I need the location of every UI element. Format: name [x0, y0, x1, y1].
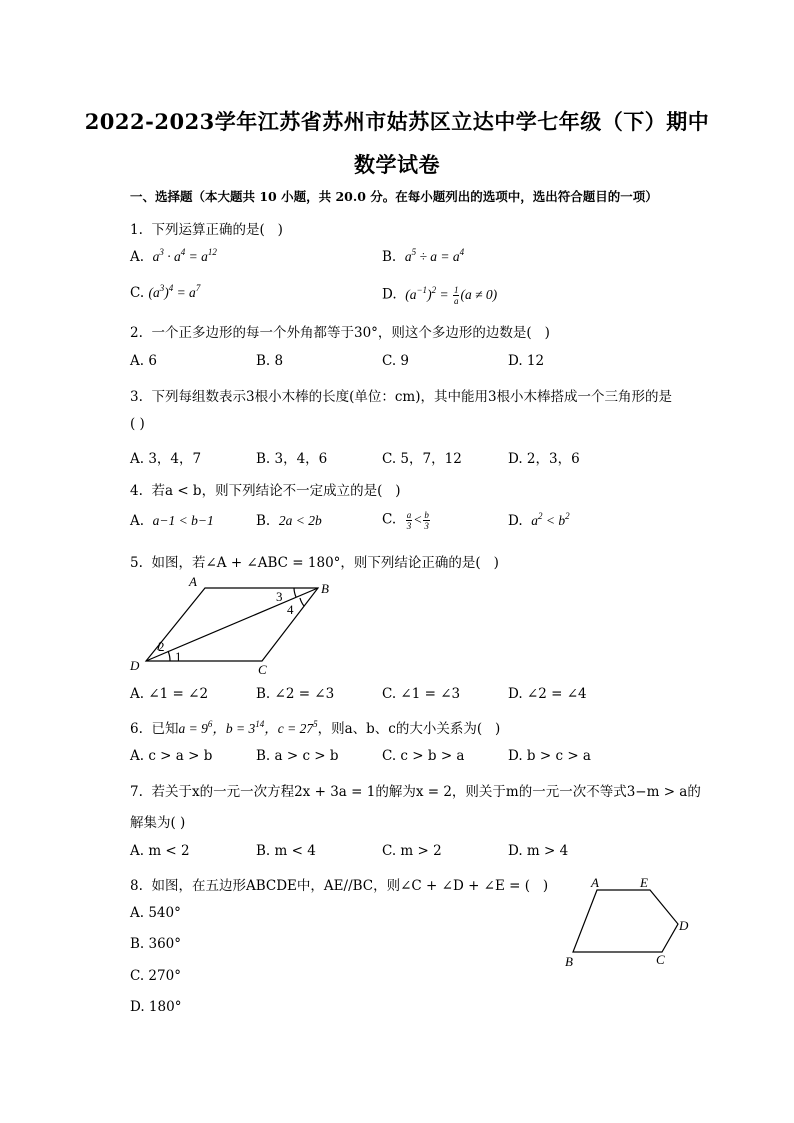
exam-title-line-1: 2022-2023学年江苏省苏州市姑苏区立达中学七年级（下）期中 — [84, 109, 710, 134]
option-a[interactable]: A. c > a > b — [130, 748, 213, 764]
option-b[interactable]: B. 3，4，6 — [256, 451, 328, 467]
option-label: D. — [382, 286, 397, 303]
vertex-label-d: D — [679, 918, 689, 933]
option-b[interactable]: B. a > c > b — [256, 748, 339, 764]
question-5 — [130, 551, 499, 571]
question-text: 若关于x的一元一次方程2x + 3a = 1的解为x = 2，则关于m的一元一次不等式3−m > a的 — [151, 784, 701, 800]
question-number: 3. — [130, 389, 143, 405]
question-number: 7. — [130, 784, 143, 800]
option-c[interactable]: C. m > 2 — [382, 843, 442, 859]
option-c[interactable]: C. c > b > a — [382, 748, 465, 764]
option-a[interactable]: A. 3，4，7 — [130, 451, 202, 467]
question-bracket-close: ) — [495, 721, 501, 737]
question-7-line-2: 解集为( ) — [130, 815, 186, 831]
question-2 — [130, 321, 550, 341]
option-d[interactable]: D. m > 4 — [508, 843, 569, 859]
option-c[interactable]: C. 9 — [382, 353, 410, 369]
vertex-label-e: E — [640, 875, 648, 890]
option-label: C. — [130, 285, 145, 301]
question-text: 如图，在五边形ABCDE中，AE//BC，则∠C + ∠D + ∠E = ( — [151, 878, 531, 894]
vertex-label-a: A — [189, 574, 197, 589]
question-bracket-close: ) — [395, 483, 401, 499]
option-d[interactable]: D. 180° — [130, 999, 182, 1015]
vertex-label-b: B — [321, 581, 329, 596]
angle-label-3: 3 — [276, 589, 283, 604]
option-formula: $a^2 < b^2$ — [531, 511, 570, 528]
option-formula: $\frac{a}{3}$ < $\frac{b}{3}$ — [406, 510, 429, 531]
option-label: A. — [130, 249, 145, 265]
question-4 — [130, 479, 401, 499]
question-text: 如图，若∠A + ∠ABC = 180°，则下列结论正确的是( — [151, 555, 481, 571]
question-3-bracket: ( ) — [130, 416, 145, 432]
question-text: 下列每组数表示3根小木棒的长度(单位：cm)，其中能用3根小木棒搭成一个三角形的是 — [151, 389, 673, 405]
question-bracket-close: ) — [277, 222, 283, 238]
option-a[interactable]: A. 540° — [130, 905, 181, 921]
question-number: 8. — [130, 878, 143, 894]
option-label: D. — [508, 513, 523, 529]
option-b[interactable]: B. ∠2 = ∠3 — [256, 686, 335, 702]
question-text-tail: ，则a、b、c的大小关系为( — [317, 721, 483, 737]
option-formula: a−1 < b−1 — [152, 513, 214, 528]
option-d[interactable]: D. ∠2 = ∠4 — [508, 686, 587, 702]
option-b[interactable] — [382, 249, 464, 265]
option-d[interactable] — [382, 285, 497, 306]
option-a[interactable] — [130, 249, 217, 265]
question-7 — [130, 780, 701, 800]
option-d[interactable] — [508, 513, 570, 529]
option-a[interactable] — [130, 513, 214, 529]
question-number: 5. — [130, 555, 143, 571]
vertex-label-d: D — [130, 658, 140, 673]
question-number: 1. — [130, 222, 143, 238]
option-d[interactable]: D. 2，3，6 — [508, 451, 580, 467]
option-label: A. — [130, 513, 145, 529]
question-text: 已知 — [151, 721, 179, 737]
option-b[interactable]: B. 8 — [256, 353, 284, 369]
option-c[interactable] — [382, 510, 431, 531]
angle-label-4: 4 — [287, 602, 294, 617]
question-bracket-close: ) — [493, 555, 499, 571]
option-label: B. — [382, 249, 397, 265]
question-1 — [130, 218, 283, 238]
question-bracket-close: ) — [544, 325, 550, 341]
question-number: 6. — [130, 721, 143, 737]
section-heading: 一、选择题（本大题共 10 小题，共 20.0 分。在每小题列出的选项中，选出符合题目的一项） — [130, 189, 658, 204]
option-b[interactable] — [256, 513, 322, 529]
question-text: 下列运算正确的是( — [151, 222, 265, 238]
angle-label-2: 2 — [158, 639, 165, 654]
question-3 — [130, 385, 672, 405]
question-number: 2. — [130, 325, 143, 341]
option-c[interactable] — [130, 285, 200, 301]
option-a[interactable]: A. 6 — [130, 353, 157, 369]
option-c[interactable]: C. ∠1 = ∠3 — [382, 686, 461, 702]
option-c[interactable]: C. 5，7，12 — [382, 451, 462, 467]
option-label: C. — [382, 511, 397, 528]
option-c[interactable]: C. 270° — [130, 968, 181, 984]
question-6 — [130, 717, 500, 737]
option-b[interactable]: B. 360° — [130, 936, 182, 952]
angle-label-1: 1 — [175, 649, 182, 664]
question-number: 4. — [130, 483, 143, 499]
option-d[interactable]: D. b > c > a — [508, 748, 591, 764]
option-label: B. — [256, 513, 271, 529]
option-formula: 2a < 2b — [278, 513, 322, 528]
exam-title-line-2: 数学试卷 — [354, 152, 440, 177]
question-text: 一个正多边形的每一个外角都等于30°，则这个多边形的边数是( — [151, 325, 532, 341]
option-b[interactable]: B. m < 4 — [256, 843, 316, 859]
question-8 — [130, 874, 548, 894]
question-bracket-close: ) — [542, 878, 549, 894]
vertex-label-b: B — [565, 954, 573, 969]
question-text: 若a < b，则下列结论不一定成立的是( — [151, 483, 383, 499]
vertex-label-c: C — [656, 952, 665, 967]
option-formula: $(a^{-1})^2$ = $\frac{1}{a}$ (a ≠ 0) — [405, 284, 498, 306]
option-a[interactable]: A. ∠1 = ∠2 — [130, 686, 209, 702]
vertex-label-c: C — [258, 662, 267, 677]
option-a[interactable]: A. m < 2 — [130, 843, 190, 859]
option-formula: $(a^3)^4 = a^7$ — [148, 283, 201, 300]
option-formula: $a^3 \cdot a^4 = a^{12}$ — [152, 247, 217, 264]
option-formula: $a^5 \div a = a^4$ — [404, 247, 465, 264]
option-d[interactable]: D. 12 — [508, 353, 545, 369]
question-formula: $a = 9^6$，$b = 3^{14}$，$c = 27^5$ — [178, 719, 318, 736]
vertex-label-a: A — [591, 875, 599, 890]
